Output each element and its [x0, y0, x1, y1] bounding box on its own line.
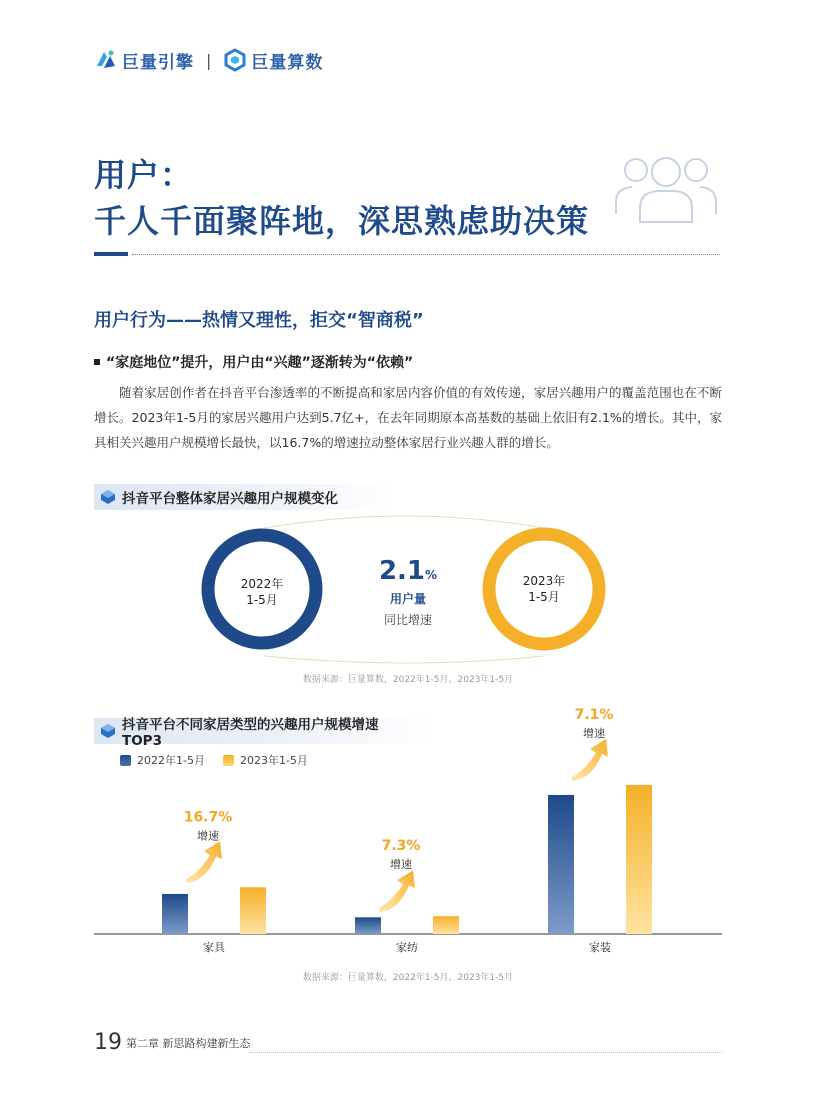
page-title-line1: 用户：	[94, 156, 194, 194]
chart1-growth-block	[360, 556, 456, 628]
bullet-heading-text: “家庭地位”提升，用户由“兴趣”逐渐转为“依赖”	[106, 355, 414, 371]
juliang-engine-logo-icon	[94, 48, 118, 72]
chart1-connector-arc	[264, 516, 544, 528]
bar-2023-0	[240, 887, 266, 934]
chart1-growth-sub1: 用户量	[389, 592, 426, 606]
chart1-label-text: 抖音平台整体家居兴趣用户规模变化	[122, 491, 338, 507]
footer-dotted-rule	[250, 1052, 722, 1053]
chart1-label	[94, 484, 394, 510]
x-tick-label-0: 家具	[203, 941, 225, 954]
x-tick-label-2: 家装	[589, 941, 611, 954]
chart2-label-text: 抖音平台不同家居类型的兴趣用户规模增速TOP3	[122, 717, 379, 749]
chart2-source: 数据来源：巨量算数，2022年1-5月、2023年1-5月	[302, 973, 514, 983]
page-number: 19	[94, 1030, 122, 1055]
brand2-name: 巨量算数	[251, 52, 324, 73]
brand1-logo	[94, 48, 194, 73]
bar-2023-1	[433, 916, 459, 934]
footer-chapter: 第二章 新思路构建新生态	[126, 1037, 251, 1050]
bullet-heading	[94, 352, 413, 372]
x-tick-label-1: 家纺	[396, 941, 418, 954]
growth-label-0: 16.7%	[183, 809, 233, 826]
bar-2023-2	[626, 785, 652, 934]
legend-label-2022: 2022年1-5月	[137, 754, 205, 767]
growth-label-1: 7.3%	[381, 838, 421, 855]
chart1-growth-sub2: 同比增速	[383, 613, 432, 627]
juliang-suanshu-logo-icon	[223, 48, 247, 72]
chart1-ring-2023	[489, 534, 599, 644]
bar-2022-1	[355, 917, 381, 934]
chart1-connector-arc-bottom	[264, 656, 544, 663]
brand-separator: |	[206, 50, 212, 70]
chart1-ring-2022-line1: 2022年	[240, 577, 284, 591]
title-underline-dotted	[132, 254, 720, 255]
users-group-icon	[610, 150, 722, 226]
page-title-line2: 千人千面聚阵地，深思熟虑助决策	[94, 202, 590, 240]
page-title	[94, 152, 589, 244]
growth-label-2: 7.1%	[574, 706, 614, 723]
brand1-name: 巨量引擎	[122, 52, 194, 73]
growth-caption-0: 增速	[197, 829, 219, 843]
growth-caption-1: 增速	[390, 858, 412, 872]
bar-2022-0	[162, 894, 188, 934]
growth-arrow-icon	[572, 739, 608, 781]
bullet-square-icon	[94, 359, 100, 365]
chart1-ring-2023-line2: 1-5月	[528, 590, 560, 604]
growth-arrow-icon	[186, 841, 222, 883]
title-underline-accent	[94, 252, 128, 256]
chart1-growth-value: 2.1	[378, 556, 426, 586]
chart1-ring-2023-line1: 2023年	[522, 574, 566, 588]
section-title: 用户行为——热情又理性，拒交“智商税”	[94, 310, 424, 331]
body-paragraph: 随着家居创作者在抖音平台渗透率的不断提高和家居内容价值的有效传递，家居兴趣用户的覆盖范围也在不断增长。2023年1-5月的家居兴趣用户达到5.7亿+，在去年同期原本高基数的基础上依旧有2.1%的增长。其中，家具相关兴趣用户规模增长最快，以16.7%的增速拉动整体家居行业兴趣人群的增长。	[94, 385, 722, 450]
chart1-growth-unit: %	[425, 568, 438, 582]
legend-label-2023: 2023年1-5月	[239, 754, 308, 767]
chart2-figure	[94, 706, 722, 960]
page-header	[94, 46, 323, 74]
growth-arrow-icon	[379, 870, 415, 912]
chart1-source: 数据来源：巨量算数，2022年1-5月、2023年1-5月	[302, 675, 514, 685]
bar-2022-2	[548, 795, 574, 934]
chart1-ring-2022-line2: 1-5月	[246, 593, 278, 607]
brand2-logo	[223, 48, 323, 73]
hexagon-bullet-icon	[100, 489, 116, 505]
growth-caption-2: 增速	[583, 726, 605, 740]
